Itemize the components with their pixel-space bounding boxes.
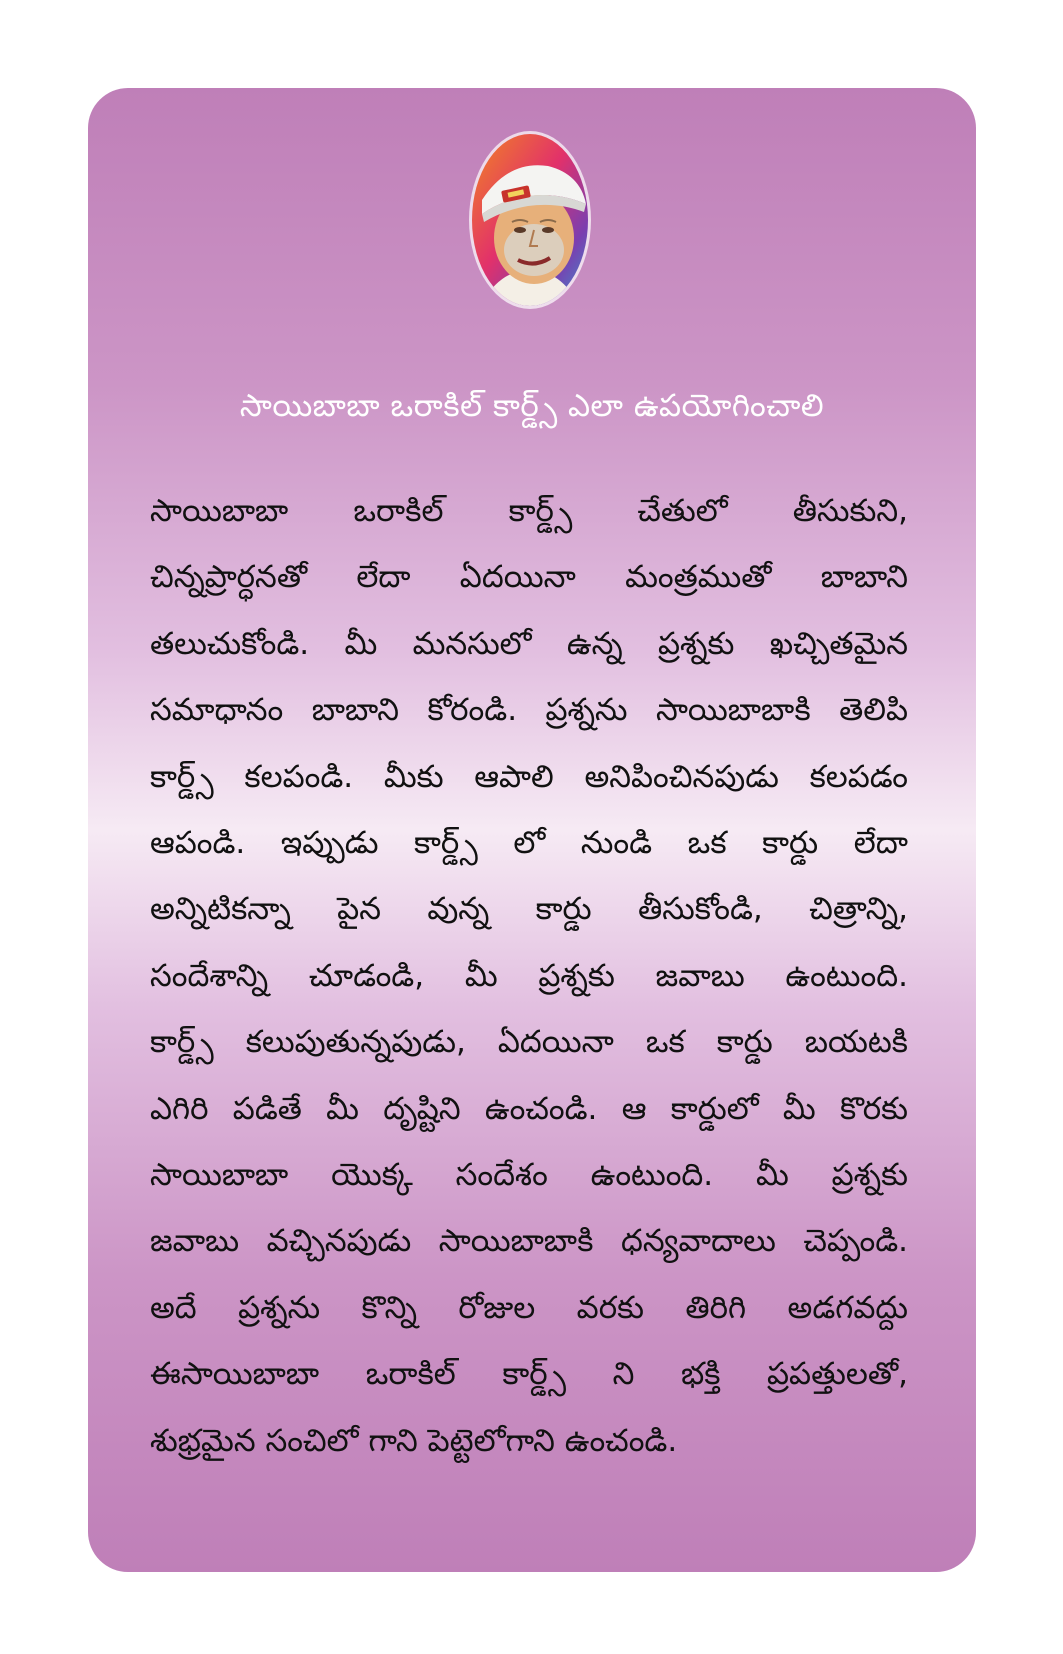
instruction-card [88, 88, 976, 1572]
page-title: సాయిబాబా ఒరాకిల్ కార్డ్స్ ఎలా ఉపయోగించాలి [239, 388, 825, 424]
paragraph-line: సందేశాన్ని చూడండి, మీ ప్రశ్నకు జవాబు ఉంటుంది. [150, 957, 908, 994]
paragraph-line: సాయిబాబా యొక్క సందేశం ఉంటుంది. మీ ప్రశ్నకు [150, 1157, 908, 1194]
paragraph-line: ఆపండి. ఇప్పుడు కార్డ్స్ లో నుండి ఒక కార్డు లేదా [150, 825, 908, 862]
instruction-paragraph [150, 478, 908, 1474]
paragraph-line: కార్డ్స్ కలుపుతున్నపుడు, ఏదయినా ఒక కార్డు బయటకి [150, 1024, 908, 1061]
paragraph-line: కార్డ్స్ కలపండి. మీకు ఆపాలి అనిపించినపుడు కలపడం [150, 758, 908, 795]
paragraph-line: సాయిబాబా ఒరాకిల్ కార్డ్స్ చేతులో తీసుకుని, [150, 493, 908, 529]
paragraph-line: సమాధానం బాబాని కోరండి. ప్రశ్నను సాయిబాబాకి తెలిపి [150, 692, 908, 729]
paragraph-line: ఈసాయిబాబా ఒరాకిల్ కార్డ్స్ ని భక్తి ప్రపత్తులతో, [150, 1356, 908, 1393]
paragraph-line: తలుచుకోండి. మీ మనసులో ఉన్న ప్రశ్నకు ఖచ్చితమైన [150, 625, 908, 662]
paragraph-line: శుభ్రమైన సంచిలో గాని పెట్టెలోగాని ఉంచండి. [150, 1422, 678, 1459]
sai-baba-portrait-icon [468, 130, 592, 310]
paragraph-line: ఎగిరి పడితే మీ దృష్టిని ఉంచండి. ఆ కార్డులో మీ కొరకు [150, 1090, 908, 1127]
paragraph-line: అన్నిటికన్నా పైన వున్న కార్డు తీసుకోండి, చిత్రాన్ని, [150, 891, 908, 928]
paragraph-line: చిన్నప్రార్ధనతో లేదా ఏదయినా మంత్రముతో బాబాని [150, 559, 908, 596]
paragraph-line: అదే ప్రశ్నను కొన్ని రోజుల వరకు తిరిగి అడగవద్దు [150, 1289, 908, 1326]
paragraph-line: జవాబు వచ్చినపుడు సాయిబాబాకి ధన్యవాదాలు చెప్పండి. [150, 1223, 908, 1260]
